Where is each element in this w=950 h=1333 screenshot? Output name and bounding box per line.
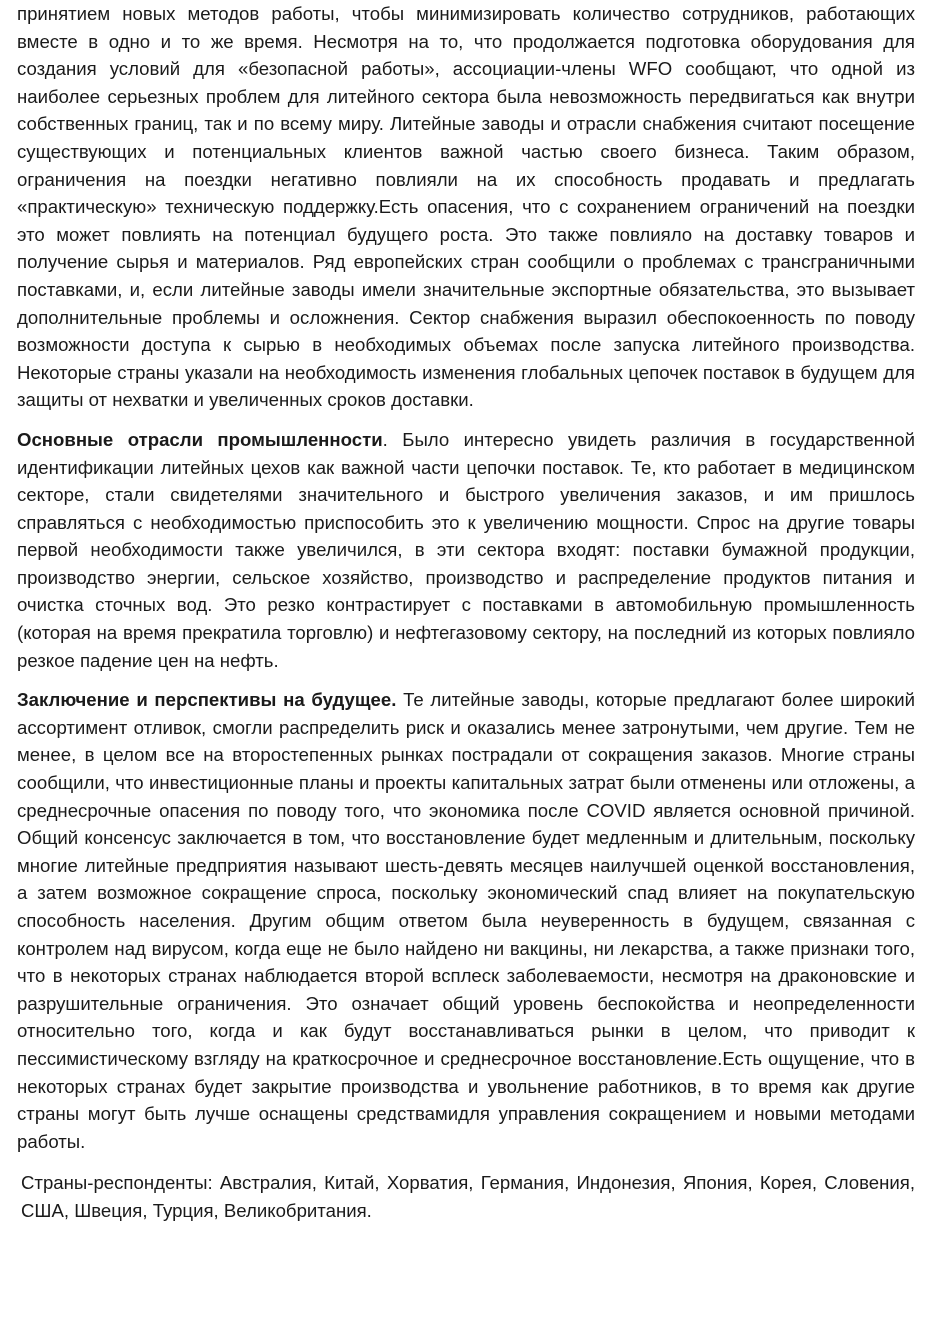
paragraph-key-industries (17, 426, 915, 674)
section-heading-conclusion: Заключение и перспективы на будущее. (17, 689, 397, 711)
section-heading-key-industries: Основные отрасли промышленности (17, 428, 383, 450)
paragraph-restrictions: принятием новых методов работы, чтобы минимизировать количество сотрудников, работающих вместе в одно и то же время. Несмотря на то, что продолжается подготовка оборудования для создания условий для «безопасной работы», ассоциации-члены WFO сообщают, что одной из наиболее серьезных проблем для литейного сектора была невозможность передвигаться как внутри собственных границ, так и по всему миру. Литейные заводы и отрасли снабжения считают посещение существующих и потенциальных клиентов важной частью своего бизнеса. Таким образом, ограничения на поездки негативно повлияли на их способность продавать и предлагать «практическую» техническую поддержку.Есть опасения, что с сохранением ограничений на поездки это может повлиять на потенциал будущего роста. Это также повлияло на доставку товаров и получение сырья и материалов. Ряд европейских стран сообщили о проблемах с трансграничными поставками, и, если литейные заводы имели значительные экспортные обязательства, это вызывает дополнительные проблемы и осложнения. Сектор снабжения выразил обеспокоенность по поводу возможности доступа к сырью в необходимых объемах после запуска литейного производства. Некоторые страны указали на необходимость изменения глобальных цепочек поставок в будущем для защиты от нехватки и увеличенных сроков доставки. (17, 3, 915, 411)
respondent-countries: Страны-респонденты: Австралия, Китай, Хорватия, Германия, Индонезия, Япония, Корея, Словения, США, Швеция, Турция, Великобритания. (21, 1172, 915, 1221)
paragraph-conclusion (17, 686, 915, 1155)
document-page (17, 0, 915, 1225)
section-body-key-industries: . Было интересно увидеть различия в государственной идентификации литейных цехов как важной части цепочки поставок. Те, кто работает в медицинском секторе, стали свидетелями значительного и быстрого увеличения заказов, и им пришлось справляться с необходимостью приспособить это к увеличению мощности. Спрос на другие товары первой необходимости также увеличился, в эти сектора входят: поставки бумажной продукции, производство энергии, сельское хозяйство, производство и распределение продуктов питания и очистка сточных вод. Это резко контрастирует с поставками в автомобильную промышленность (которая на время прекратила торговлю) и нефтегазовому сектору, на последний из которых повлияло резкое падение цен на нефть. (17, 428, 915, 671)
section-body-conclusion: Те литейные заводы, которые предлагают более широкий ассортимент отливок, смогли распределить риск и оказались менее затронутыми, чем другие. Тем не менее, в целом все на второстепенных рынках пострадали от сокращения заказов. Многие страны сообщили, что инвестиционные планы и проекты капитальных затрат были отменены или отложены, а среднесрочные опасения по поводу того, что экономика после COVID является основной причиной. Общий консенсус заключается в том, что восстановление будет медленным и длительным, поскольку многие литейные предприятия называют шесть-девять месяцев наилучшей оценкой восстановления, а затем возможное сокращение спроса, поскольку экономический спад влияет на покупательскую способность населения. Другим общим ответом была неуверенность в будущем, связанная с контролем над вирусом, когда еще не было найдено ни вакцины, ни лекарства, а также признаки того, что в некоторых странах наблюдается второй всплеск заболеваемости, несмотря на драконовские и разрушительные ограничения. Это означает общий уровень беспокойства и неопределенности относительно того, когда и как будут восстанавливаться рынки в целом, что приводит к пессимистическому взгляду на краткосрочное и среднесрочное восстановление.Есть ощущение, что в некоторых странах будет закрытие производства и увольнение работников, в то время как другие страны могут быть лучше оснащены средствамидля управления сокращением и новыми методами работы. (17, 689, 916, 1152)
